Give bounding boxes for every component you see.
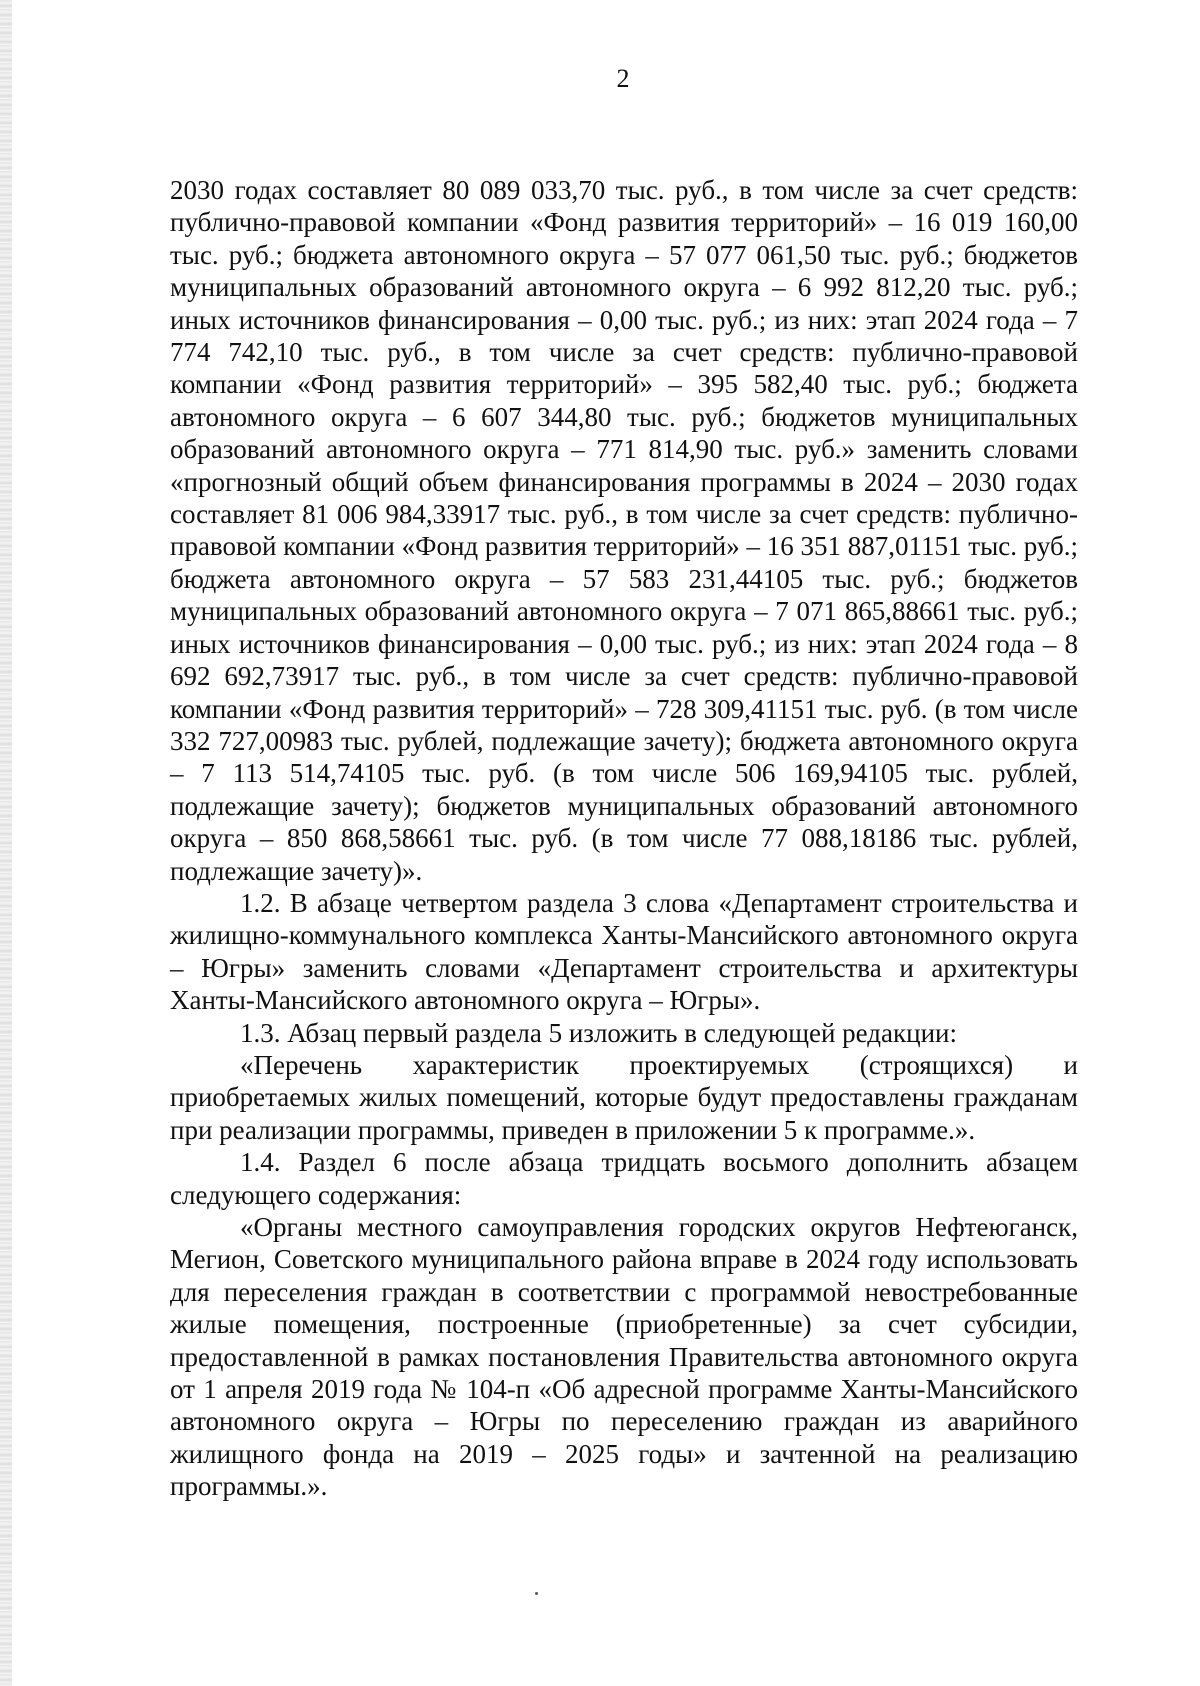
document-body [170,174,1078,1503]
paragraph-item-1-3: 1.3. Абзац первый раздела 5 изложить в следующей редакции: [240,1017,957,1048]
paragraph-financing: 2030 годах составляет 80 089 033,70 тыс. руб., в том числе за счет средств: публично-правовой компании «Фонд развития территорий» – 16 019 160,00 тыс. руб.; бюджета автономного округа – 57 077 061,50 тыс. руб.; бюджетов муниципальных образований автономного округа – 6 992 812,20 тыс. руб.; иных источников финансирования – 0,00 тыс. руб.; из них: этап 2024 года – 7 774 742,10 тыс. руб., в том числе за счет средств: публично-правовой компании «Фонд развития территорий» – 395 582,40 тыс. руб.; бюджета автономного округа – 6 607 344,80 тыс. руб.; бюджетов муниципальных образований автономного округа – 771 814,90 тыс. руб.» заменить словами «прогнозный общий объем финансирования программы в 2024 – 2030 годах составляет 81 006 984,33917 тыс. руб., в том числе за счет средств: публично-правовой компании «Фонд развития территорий» – 16 351 887,01151 тыс. руб.; бюджета автономного округа – 57 583 231,44105 тыс. руб.; бюджетов муниципальных образований автономного округа – 7 071 865,88661 тыс. руб.; иных источников финансирования – 0,00 тыс. руб.; из них: этап 2024 года – 8 692 692,73917 тыс. руб., в том числе за счет средств: публично-правовой компании «Фонд развития территорий» – 728 309,41151 тыс. руб. (в том числе 332 727,00983 тыс. рублей, подлежащие зачету); бюджета автономного округа – 7 113 514,74105 тыс. руб. (в том числе 506 169,94105 тыс. рублей, подлежащие зачету); бюджетов муниципальных образований автономного округа – 850 868,58661 тыс. руб. (в том числе 77 088,18186 тыс. рублей, подлежащие зачету)». [170,175,1078,886]
paragraph-item-1-4-quote: «Органы местного самоуправления городских округов Нефтеюганск, Мегион, Советского муниципального района вправе в 2024 году использовать для переселения граждан в соответствии с программой невостребованные жилые помещения, построенные (приобретенные) за счет субсидии, предоставленной в рамках постановления Правительства автономного округа от 1 апреля 2019 года № 104-п «Об адресной программе Ханты-Мансийского автономного округа – Югры по переселению граждан из аварийного жилищного фонда на 2019 – 2025 годы» и зачтенной на реализацию программы.». [170,1212,1078,1502]
paragraph-item-1-2: 1.2. В абзаце четвертом раздела 3 слова «Департамент строительства и жилищно-коммунального комплекса Ханты-Мансийского автономного округа – Югры» заменить словами «Департамент строительства и архитектуры Ханты-Мансийского автономного округа – Югры». [170,887,1078,1016]
scan-dot-artifact [535,1592,538,1595]
paragraph-item-1-3-quote: «Перечень характеристик проектируемых (строящихся) и приобретаемых жилых помещений, которые будут предоставлены гражданам при реализации программы, приведен в приложении 5 к программе.». [170,1049,1078,1145]
scan-edge-artifact [0,0,12,1686]
page-number: 2 [616,64,630,93]
paragraph-item-1-4: 1.4. Раздел 6 после абзаца тридцать восьмого дополнить абзацем следующего содержания: [170,1147,1078,1210]
